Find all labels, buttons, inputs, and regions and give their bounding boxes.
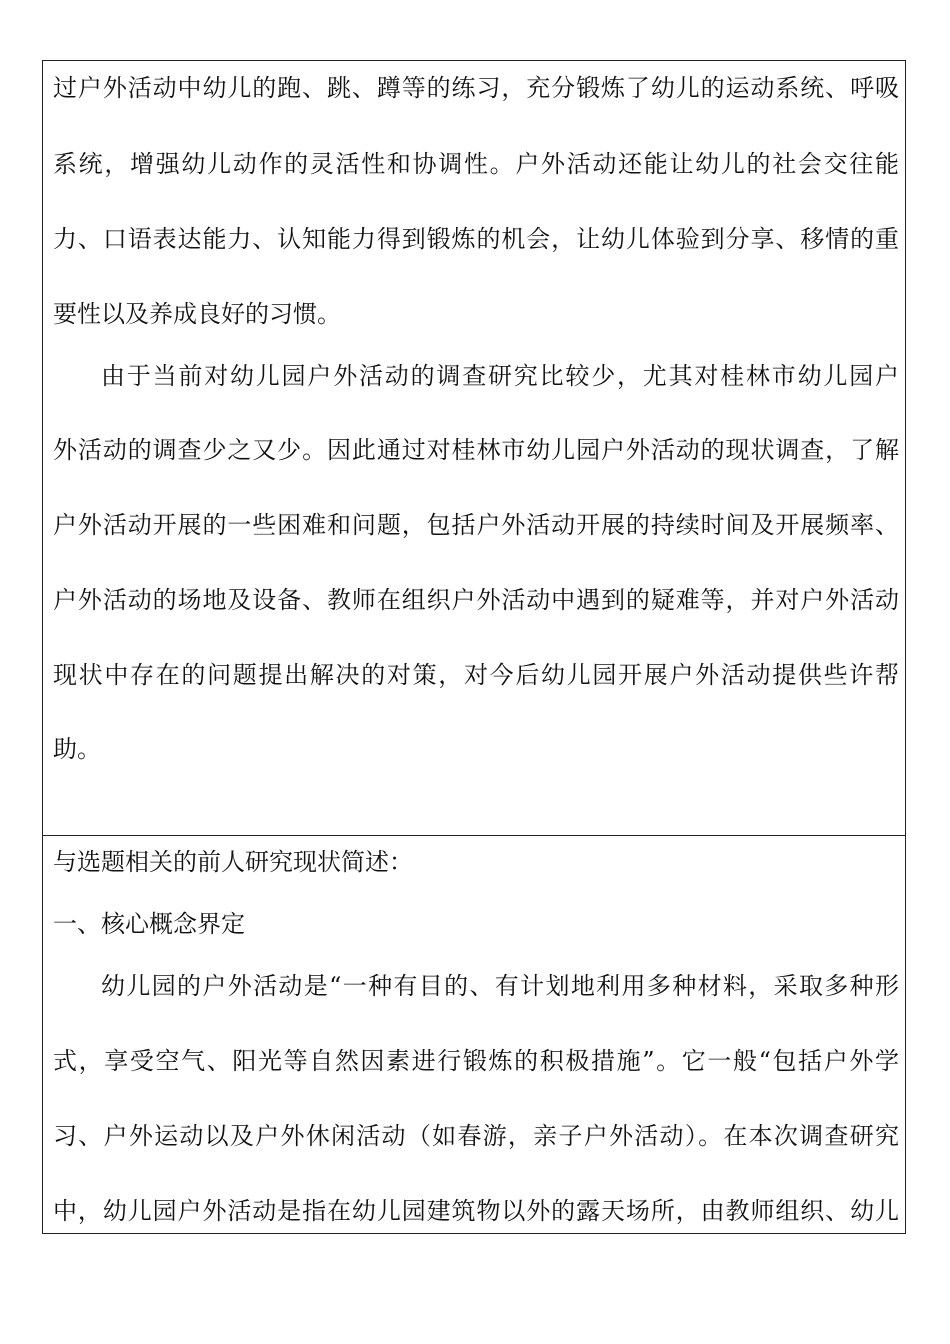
table-divider <box>43 835 905 836</box>
section2-subheading: 一、核心概念界定 <box>53 910 245 938</box>
section2-line-4: 中，幼儿园户外活动是指在幼儿园建筑物以外的露天场所，由教师组织、幼儿 <box>53 1197 899 1225</box>
section1-line-2: 系统，增强幼儿动作的灵活性和协调性。户外活动还能让幼儿的社会交往能 <box>53 150 899 178</box>
section1-line-10: 助。 <box>53 735 101 763</box>
section1-line-7: 户外活动开展的一些困难和问题，包括户外活动开展的持续时间及开展频率、 <box>53 511 899 539</box>
section2-line-1: 幼儿园的户外活动是“一种有目的、有计划地利用多种材料，采取多种形 <box>101 972 899 1000</box>
table-frame <box>42 60 906 1234</box>
section2-heading: 与选题相关的前人研究现状简述： <box>53 848 413 876</box>
section1-line-5: 由于当前对幼儿园户外活动的调查研究比较少，尤其对桂林市幼儿园户 <box>101 362 899 390</box>
section1-line-9: 现状中存在的问题提出解决的对策，对今后幼儿园开展户外活动提供些许帮 <box>53 661 899 689</box>
section2-line-3: 习、户外运动以及户外休闲活动（如春游，亲子户外活动）。在本次调查研究 <box>53 1122 899 1150</box>
section1-line-6: 外活动的调查少之又少。因此通过对桂林市幼儿园户外活动的现状调查，了解 <box>53 436 899 464</box>
section1-line-8: 户外活动的场地及设备、教师在组织户外活动中遇到的疑难等，并对户外活动 <box>53 586 899 614</box>
section1-line-4: 要性以及养成良好的习惯。 <box>53 300 341 328</box>
section1-line-3: 力、口语表达能力、认知能力得到锻炼的机会，让幼儿体验到分享、移情的重 <box>53 225 899 253</box>
section1-line-1: 过户外活动中幼儿的跑、跳、蹲等的练习，充分锻炼了幼儿的运动系统、呼吸 <box>53 74 899 102</box>
section2-line-2: 式，享受空气、阳光等自然因素进行锻炼的积极措施”。它一般“包括户外学 <box>53 1047 899 1075</box>
